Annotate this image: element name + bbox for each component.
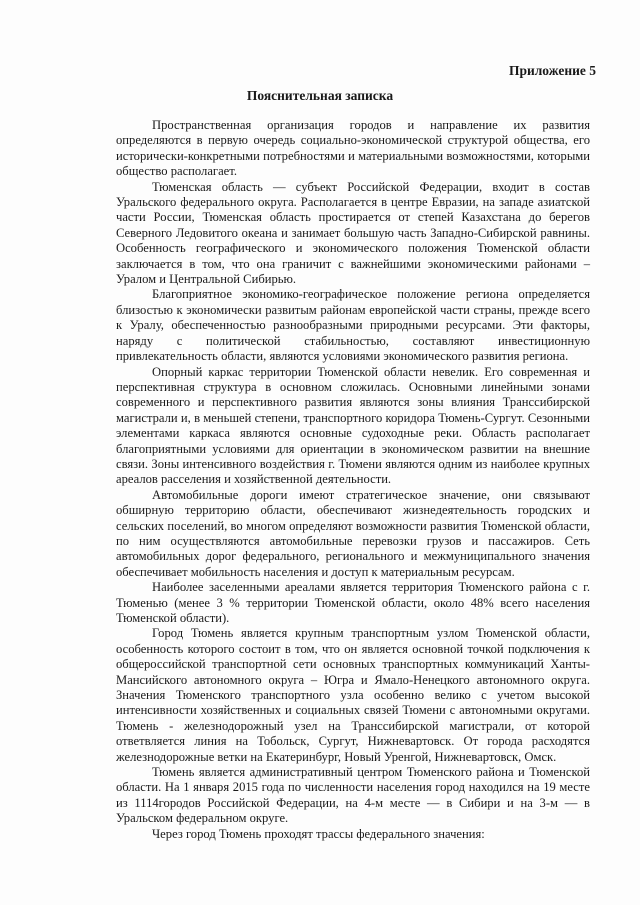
appendix-label: Приложение 5 xyxy=(508,63,596,78)
paragraph: Тюменская область — субъект Российской Федерации, входит в состав Уральского федерального округа. Располагается в центре Евразии, на западе азиатской части России, Тюменская область простирается от степей Казахстана до берегов Северного Ледовитого океана и занимает большую часть Западно-Сибирской равнины. Особенность географического и экономического положения Тюменской области заключается в том, что она граничит с важнейшими экономическими районами – Уралом и Центральной Сибирью. xyxy=(116,179,590,287)
paragraph: Через город Тюмень проходят трассы федерального значения: xyxy=(152,826,485,841)
paragraph: Тюмень является административный центром Тюменского района и Тюменской области. На 1 января 2015 года по численности населения город находился на 19 месте из 1114городов Российской Федерации, на 4-м месте — в Сибири и на 3-м — в Уральском федеральном округе. xyxy=(116,765,590,826)
paragraph: Благоприятное экономико-географическое положение региона определяется близостью к экономически развитым районам европейской части страны, прежде всего к Уралу, обеспеченностью разнообразными природными ресурсами. Эти факторы, наряду с политической стабильностью, составляют инвестиционную привлекательность области, являются условиями экономического развития региона. xyxy=(116,287,590,364)
document-body xyxy=(116,118,590,842)
paragraph: Опорный каркас территории Тюменской области невелик. Его современная и перспективная структура в основном сложилась. Основными линейными зонами современного и перспективного развития являются зоны влияния Транссибирской магистрали и, в меньшей степени, транспортного коридора Тюмень-Сургут. Сезонными элементами каркаса являются основные судоходные реки. Область располагает благоприятными условиями для ориентации в экономическом развитии на внешние связи. Зоны интенсивного воздействия г. Тюмени являются одним из наиболее крупных ареалов расселения и хозяйственной деятельности. xyxy=(116,364,590,487)
paragraph: Автомобильные дороги имеют стратегическое значение, они связывают обширную территорию области, обеспечивают жизнедеятельность городских и сельских поселений, во многом определяют возможности развития Тюменской области, по ним осуществляются автомобильные перевозки грузов и пассажиров. Сеть автомобильных дорог федерального, регионального и межмуниципального значения обеспечивает мобильность населения и доступ к материальным ресурсам. xyxy=(116,487,590,579)
paragraph: Пространственная организация городов и направление их развития определяются в первую очередь социально-экономической структурой общества, его исторически-конкретными потребностями и материальными возможностями, которыми общество располагает. xyxy=(116,118,590,179)
document-title: Пояснительная записка xyxy=(246,88,394,103)
paragraph: Город Тюмень является крупным транспортным узлом Тюменской области, особенность которого состоит в том, что он является основной точкой подключения к общероссийской транспортной сети основных транспортных коммуникаций Ханты-Мансийского автономного округа – Югра и Ямало-Ненецкого автономного округа. Значения Тюменского транспортного узла особенно велико с учетом высокой интенсивности хозяйственных и социальных связей Тюмени с автономными округами. Тюмень - железнодорожный узел на Транссибирской магистрали, от которой ответвляется линия на Тобольск, Сургут, Нижневартовск. От города расходятся железнодорожные ветки на Екатеринбург, Новый Уренгой, Нижневартовск, Омск. xyxy=(116,626,590,764)
paragraph: Наиболее заселенными ареалами является территория Тюменского района с г. Тюменью (менее 3 % территории Тюменской области, около 48% всего населения Тюменской области). xyxy=(116,580,590,625)
